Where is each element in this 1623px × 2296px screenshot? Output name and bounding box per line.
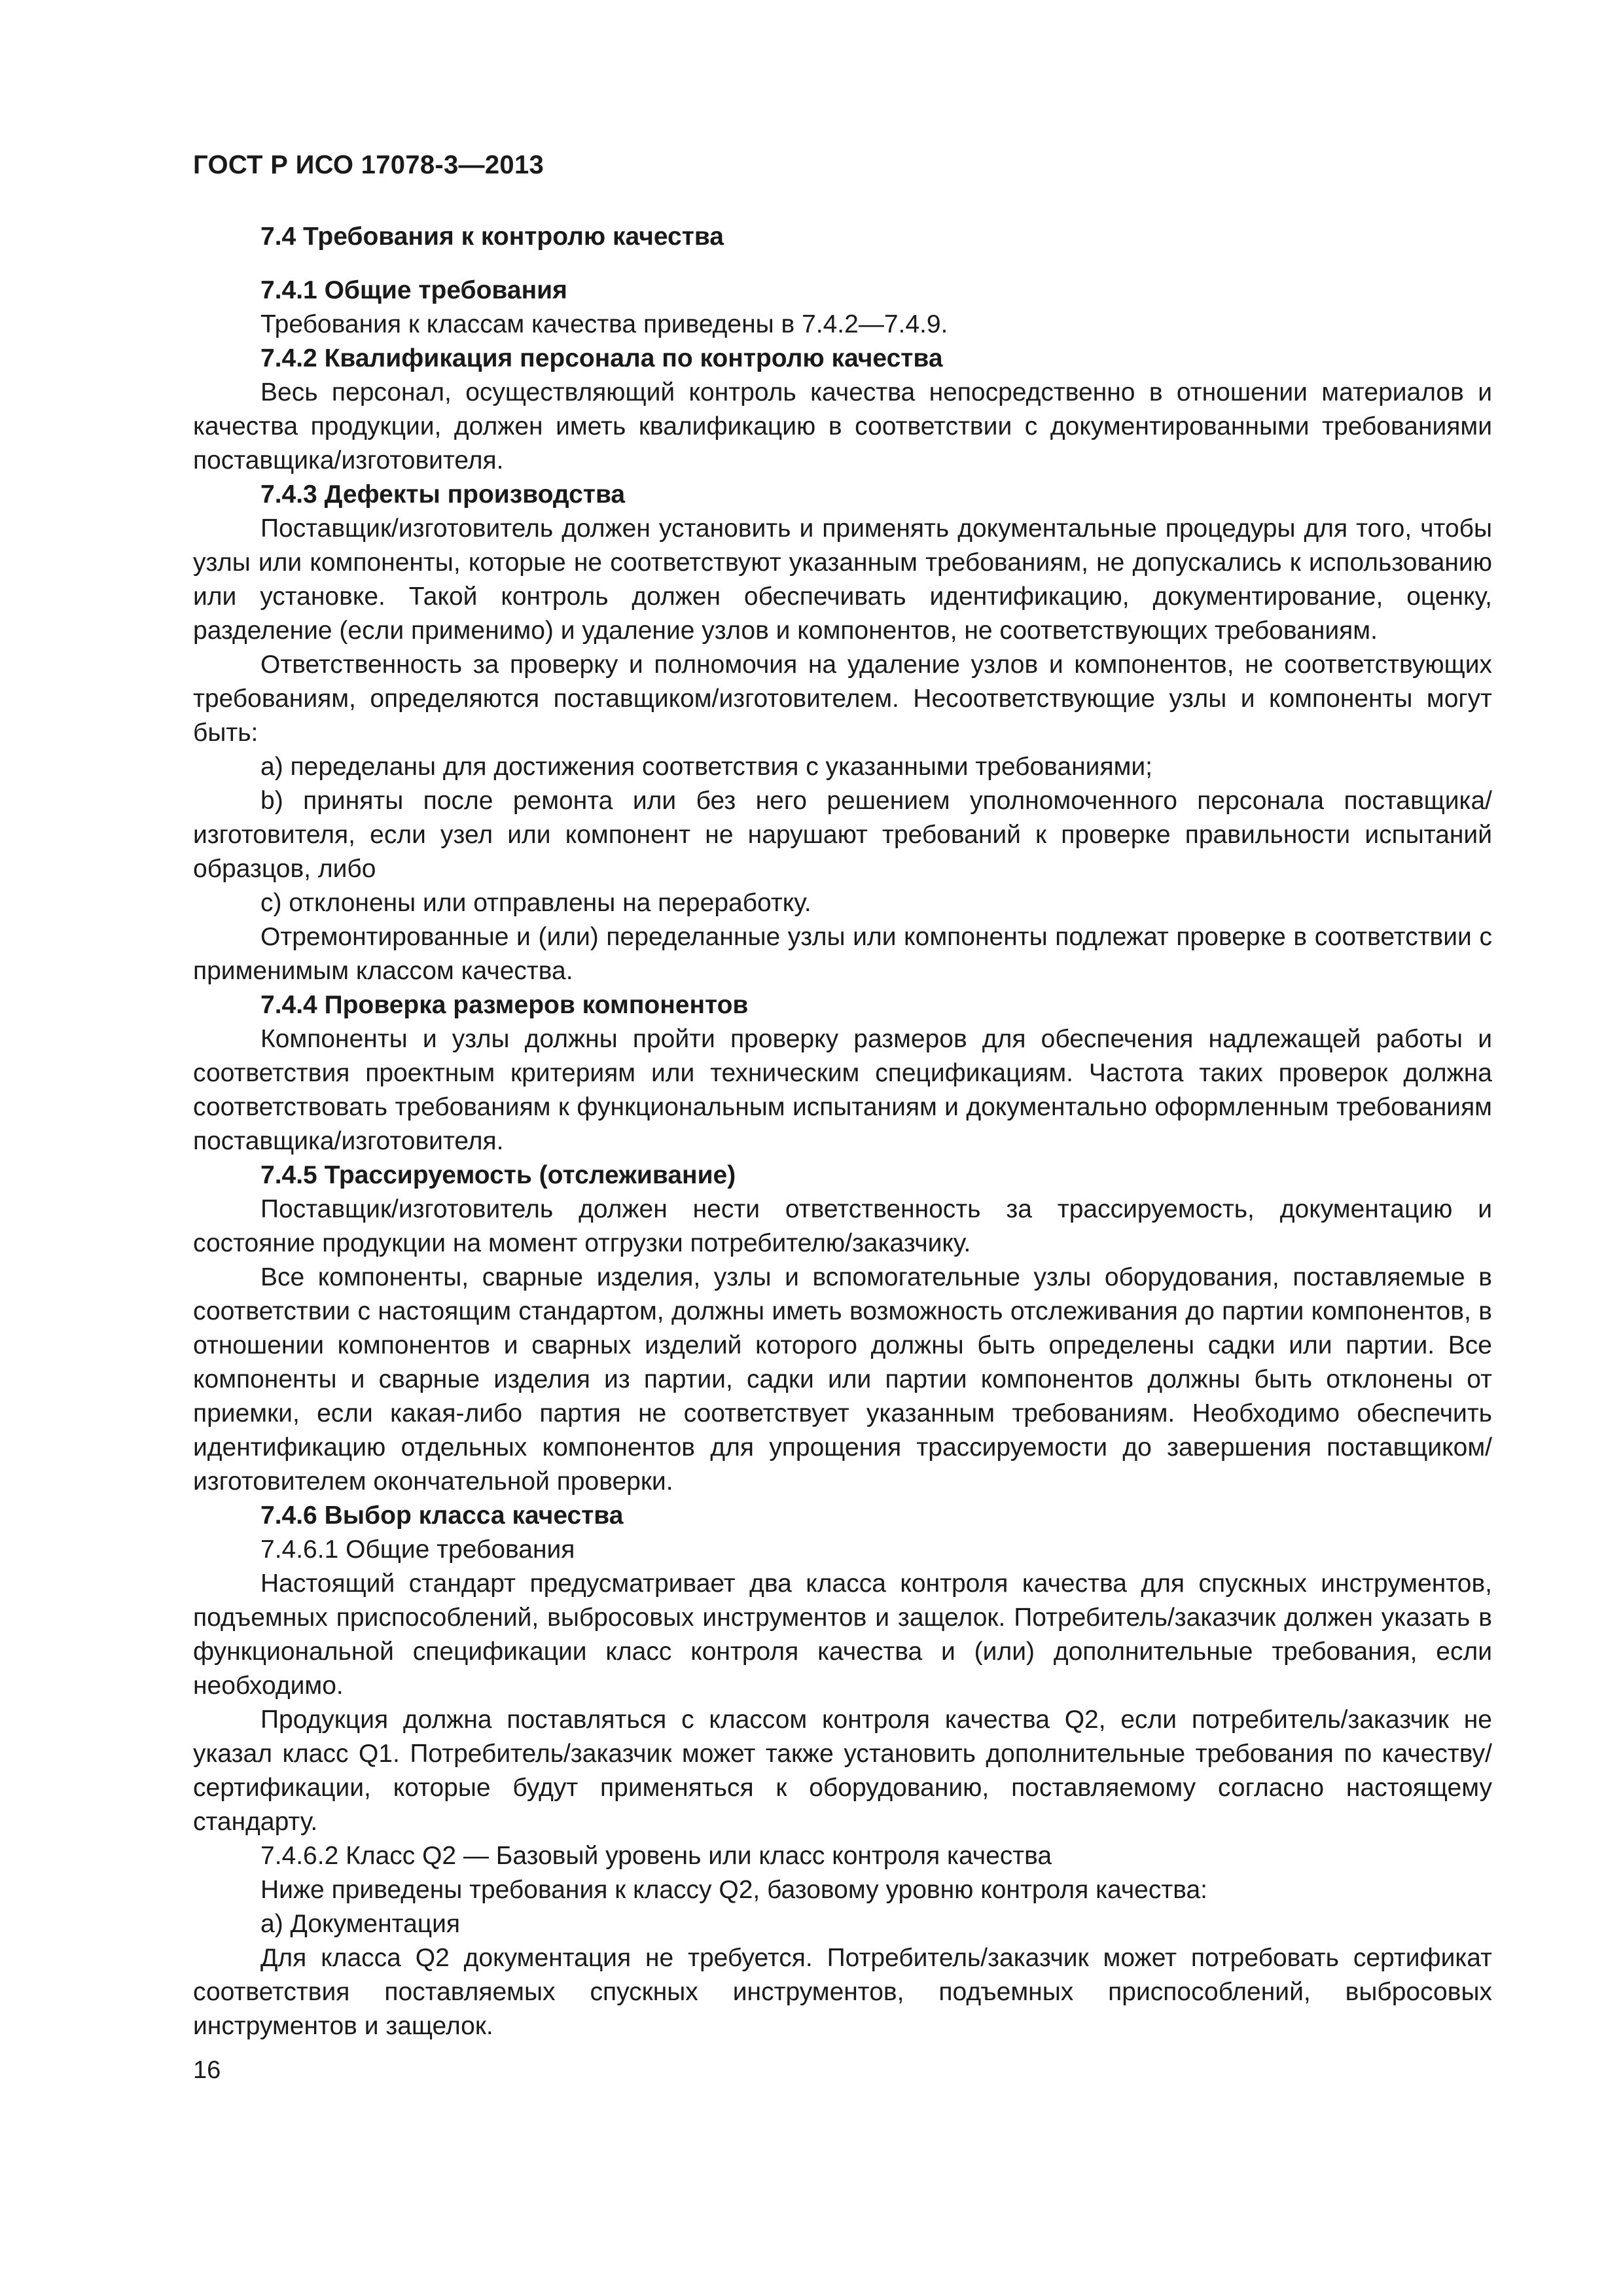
section-7-4-6-title: 7.4.6 Выбор класса качества bbox=[260, 1501, 624, 1530]
section-7-4-6-2-paragraph-2: Для класса Q2 документация не требуется. Потребитель/заказчик может потребовать сертификат соответствия поставляемых спускных инструментов, подъемных приспособлений, выбросовых инструментов и защелок. bbox=[193, 1944, 1492, 2040]
section-7-4-5-title: 7.4.5 Трассируемость (отслеживание) bbox=[260, 1161, 736, 1189]
section-7-4-6-2-paragraph-1: Ниже приведены требования к классу Q2, базовому уровню контроля качества: bbox=[260, 1876, 1207, 1904]
section-7-4-2-paragraph: Весь персонал, осуществляющий контроль качества непосредственно в отношении материалов и качества продукции, должен иметь квалификацию в соответствии с документированными требованиями поставщика/изготовителя. bbox=[193, 378, 1492, 475]
section-7-4-5-paragraph-1: Поставщик/изготовитель должен нести ответственность за трассируемость, документацию и состояние продукции на момент отгрузки потребителю/заказчику. bbox=[193, 1195, 1492, 1257]
section-7-4-3-item-c: с) отклонены или отправлены на переработку. bbox=[260, 889, 812, 917]
section-7-4-2-title: 7.4.2 Квалификация персонала по контролю качества bbox=[260, 344, 943, 372]
section-7-4-6-2-item-a: а) Документация bbox=[260, 1910, 461, 1938]
document-body bbox=[193, 220, 1492, 2043]
section-7-4-3-item-b: b) приняты после ремонта или без него решением уполномоченного персонала поставщика/изготовителя, если узел или компонент не нарушают требований к проверке правильности испытаний образцов, либо bbox=[193, 787, 1492, 883]
section-7-4-3-item-a: а) переделаны для достижения соответствия с указанными требованиями; bbox=[260, 753, 1153, 781]
section-7-4-6-1-title: 7.4.6.1 Общие требования bbox=[260, 1535, 575, 1564]
section-7-4-3-paragraph-3: Отремонтированные и (или) переделанные узлы или компоненты подлежат проверке в соответствии с применимым классом качества. bbox=[193, 923, 1492, 985]
document-id-header: ГОСТ Р ИСО 17078-3—2013 bbox=[193, 151, 544, 179]
section-7-4-1-paragraph: Требования к классам качества приведены в 7.4.2—7.4.9. bbox=[260, 310, 948, 338]
section-7-4-6-1-paragraph-1: Настоящий стандарт предусматривает два класса контроля качества для спускных инструментов, подъемных приспособлений, выбросовых инструментов и защелок. Потребитель/заказчик должен указать в функциональной спецификации класс контроля качества и (или) дополнительные требования, если необходимо. bbox=[193, 1570, 1492, 1700]
section-7-4-6-2-title: 7.4.6.2 Класс Q2 — Базовый уровень или класс контроля качества bbox=[260, 1842, 1052, 1870]
section-7-4-1-title: 7.4.1 Общие требования bbox=[260, 276, 567, 304]
page-number: 16 bbox=[193, 2056, 221, 2084]
section-7-4-5-paragraph-2: Все компоненты, сварные изделия, узлы и вспомогательные узлы оборудования, поставляемые в соответствии с настоящим стандартом, должны иметь возможность отслеживания до партии компонентов, в отношении компонентов и сварных изделий которого должны быть определены садки или партии. Все компоненты и сварные изделия из партии, садки или партии компонентов должны быть отклонены от приемки, если какая-либо партия не соответствует указанным требованиям. Необходимо обеспечить идентификацию отдельных компонентов для упрощения трассируемости до завершения поставщиком/изготовителем окончательной проверки. bbox=[193, 1263, 1492, 1496]
section-7-4-3-paragraph-1: Поставщик/изготовитель должен установить и применять документальные процедуры для того, чтобы узлы или компоненты, которые не соответствуют указанным требованиям, не допускались к использованию или установке. Такой контроль должен обеспечивать идентификацию, документирование, оценку, разделение (если применимо) и удаление узлов и компонентов, не соответствующих требованиям. bbox=[193, 514, 1492, 645]
section-7-4-3-paragraph-2: Ответственность за проверку и полномочия на удаление узлов и компонентов, не соответствующих требованиям, определяются поставщиком/изготовителем. Несоответствующие узлы и компоненты могут быть: bbox=[193, 651, 1492, 747]
section-7-4-4-paragraph: Компоненты и узлы должны пройти проверку размеров для обеспечения надлежащей работы и соответствия проектным критериям или техническим спецификациям. Частота таких проверок должна соответствовать требованиям к функциональным испытаниям и документально оформленным требованиям поставщика/изготовителя. bbox=[193, 1025, 1492, 1155]
section-7-4-6-1-paragraph-2: Продукция должна поставляться с классом контроля качества Q2, если потребитель/заказчик не указал класс Q1. Потребитель/заказчик может также установить дополнительные требования по качеству/сертификации, которые будут применяться к оборудованию, поставляемому согласно настоящему стандарту. bbox=[193, 1706, 1492, 1836]
section-7-4-3-title: 7.4.3 Дефекты производства bbox=[260, 480, 626, 509]
section-7-4-4-title: 7.4.4 Проверка размеров компонентов bbox=[260, 991, 749, 1019]
section-7-4-title: 7.4 Требования к контролю качества bbox=[260, 223, 724, 251]
